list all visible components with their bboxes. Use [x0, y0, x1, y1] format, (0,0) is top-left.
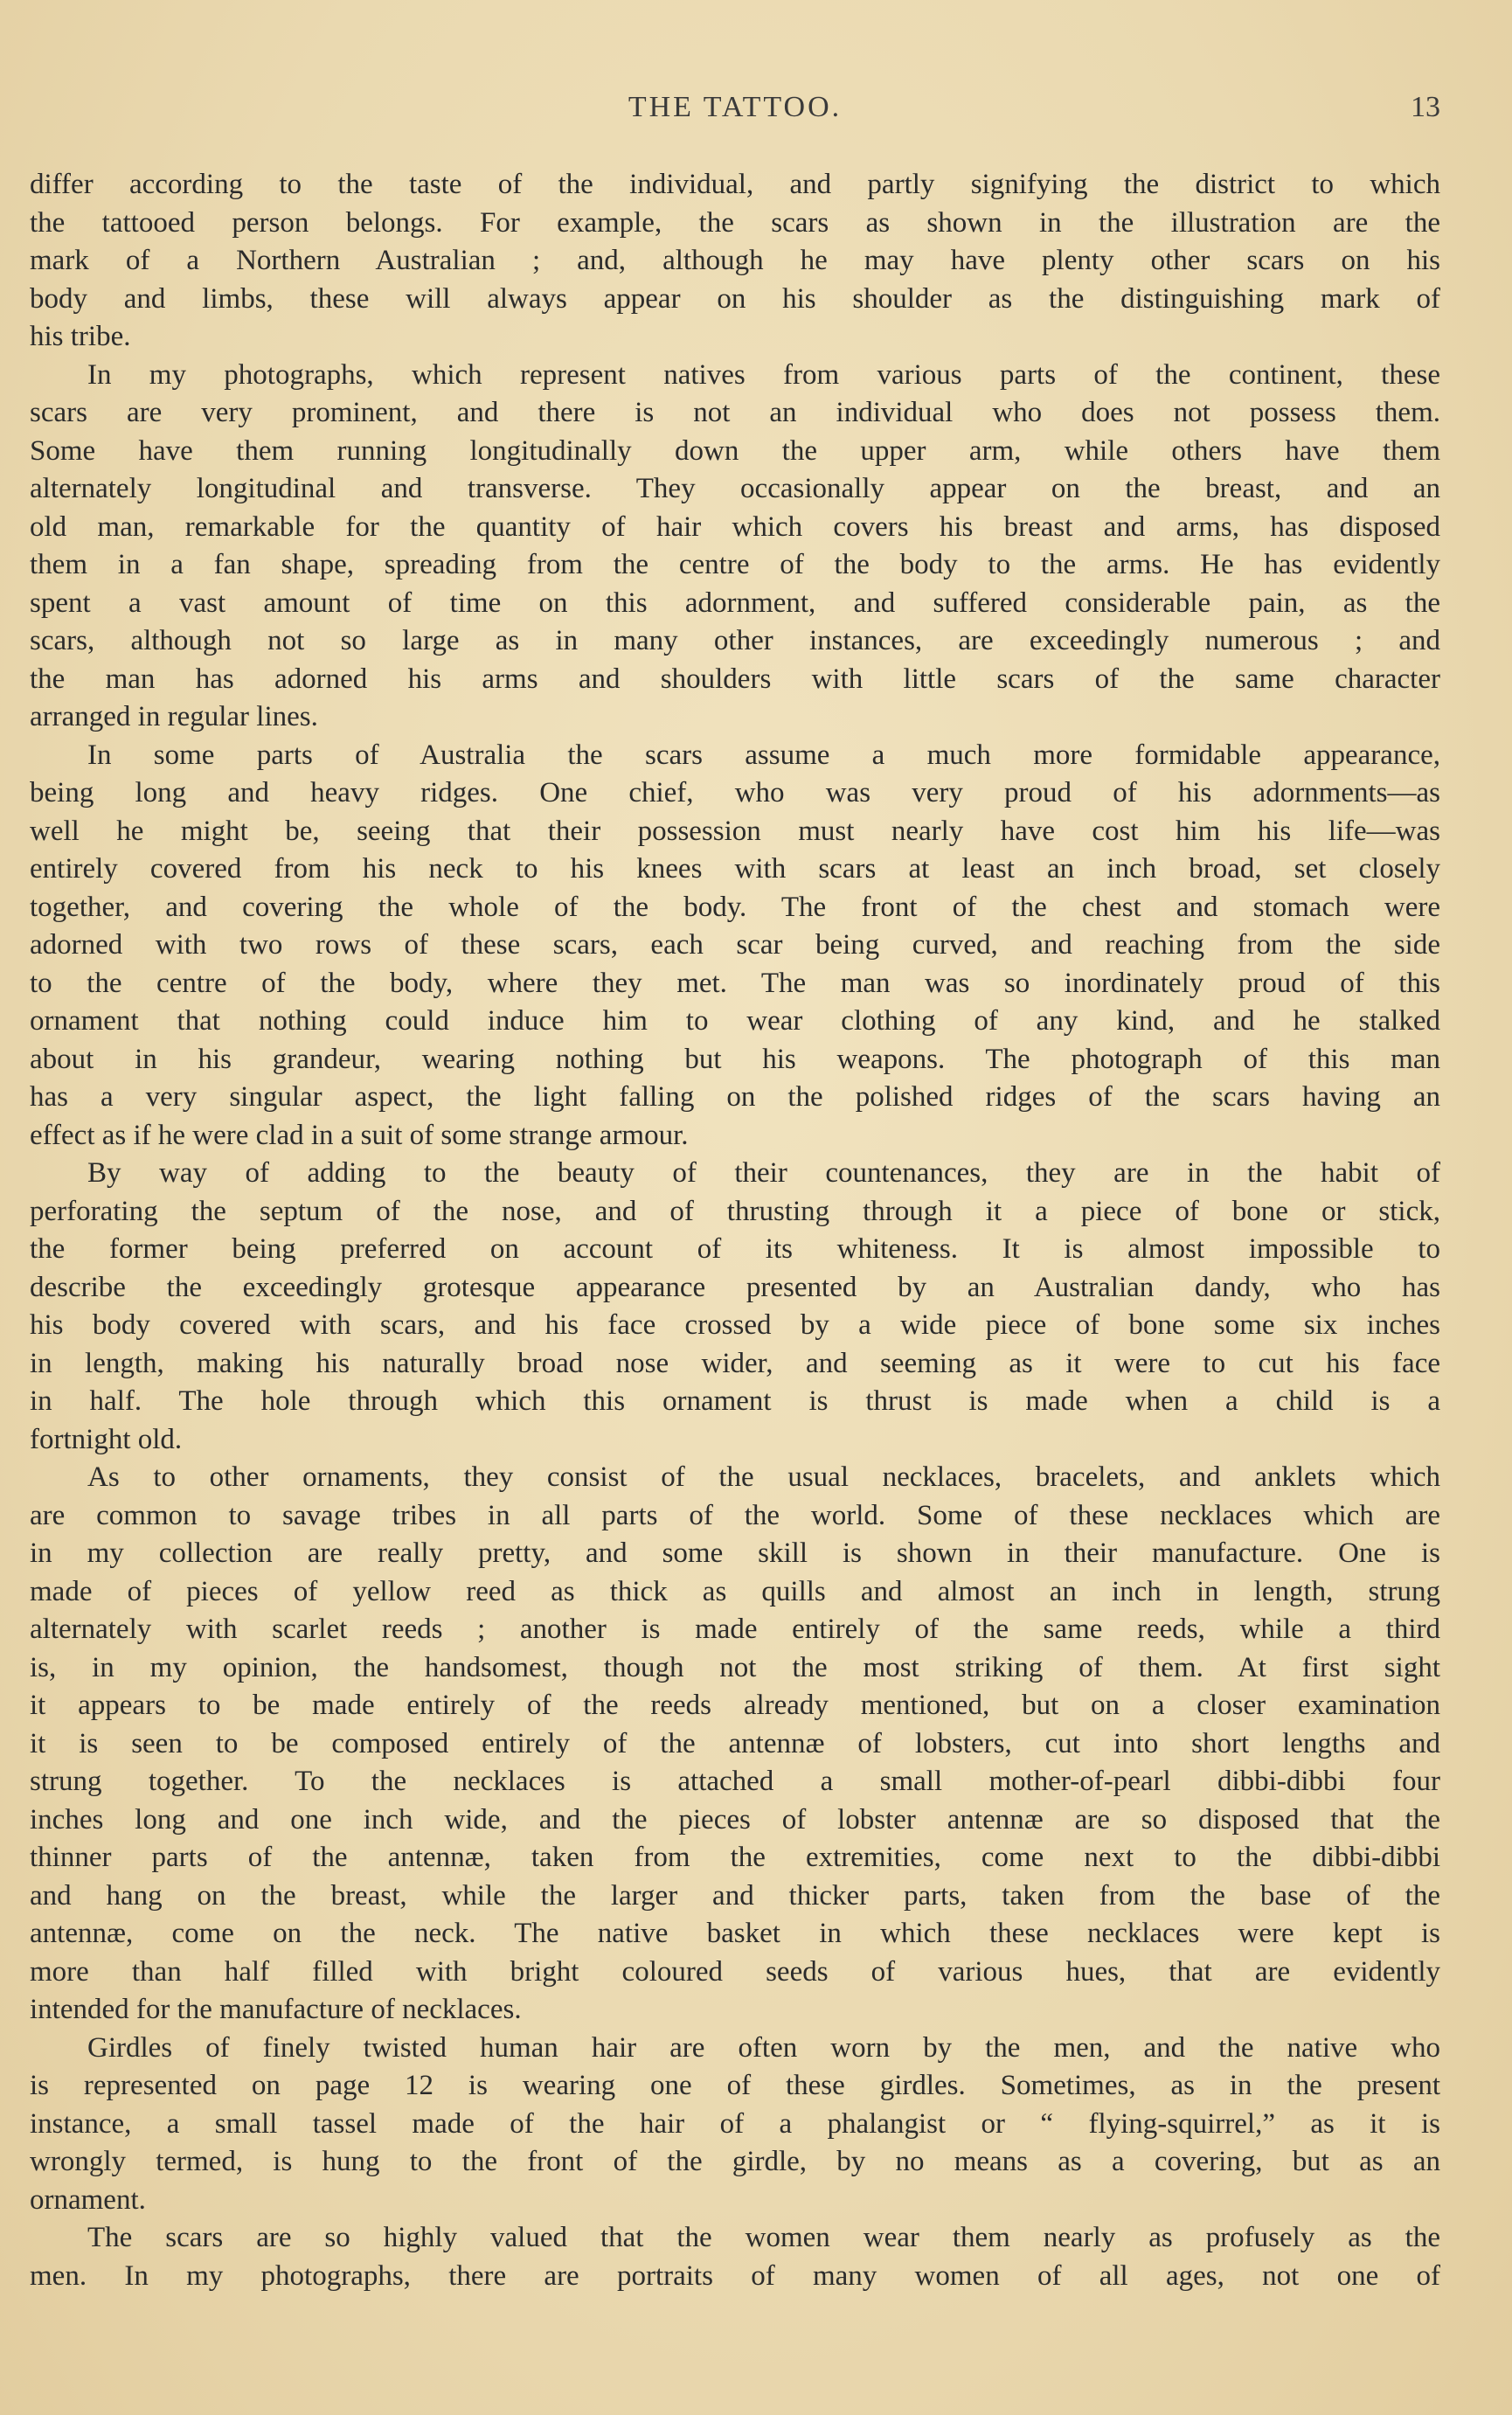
- text-line: together, and covering the whole of the body. The front of the chest and stomach were: [30, 891, 1440, 923]
- text-line: his body covered with scars, and his face crossed by a wide piece of bone some six inches: [30, 1309, 1440, 1341]
- text-line: has a very singular aspect, the light falling on the polished ridges of the scars having an: [30, 1081, 1440, 1113]
- text-line: are common to savage tribes in all parts of the world. Some of these necklaces which are: [30, 1499, 1440, 1531]
- text-line: alternately with scarlet reeds ; another is made entirely of the same reeds, while a third: [30, 1613, 1440, 1645]
- text-line: effect as if he were clad in a suit of some strange armour.: [30, 1119, 689, 1151]
- body-text: [30, 166, 1440, 2295]
- text-line: antennæ, come on the neck. The native basket in which these necklaces were kept is: [30, 1918, 1440, 1949]
- text-line: the tattooed person belongs. For example, the scars as shown in the illustration are the: [30, 206, 1440, 239]
- text-line: the former being preferred on account of its whiteness. It is almost impossible to: [30, 1233, 1440, 1265]
- text-line: spent a vast amount of time on this adornment, and suffered considerable pain, as the: [30, 586, 1440, 619]
- text-line: arranged in regular lines.: [30, 701, 318, 732]
- text-line: body and limbs, these will always appear on his shoulder as the distinguishing mark of: [30, 282, 1440, 315]
- text-line: about in his grandeur, wearing nothing but his weapons. The photograph of this man: [30, 1043, 1440, 1075]
- running-title: THE TATTOO.: [628, 91, 843, 123]
- text-line: scars are very prominent, and there is not an individual who does not possess them.: [30, 397, 1440, 428]
- text-line: In my photographs, which represent natives from various parts of the continent, these: [87, 358, 1440, 391]
- text-line: old man, remarkable for the quantity of hair which covers his breast and arms, has disposed: [30, 510, 1440, 543]
- text-line: the man has adorned his arms and shoulders with little scars of the same character: [30, 663, 1440, 695]
- running-head: [30, 91, 1440, 135]
- text-line: more than half filled with bright coloured seeds of various hues, that are evidently: [30, 1955, 1440, 1988]
- text-line: to the centre of the body, where they met. The man was so inordinately proud of this: [30, 967, 1440, 999]
- text-line: well he might be, seeing that their possession must nearly have cost him his life—was: [30, 815, 1440, 847]
- text-line: it appears to be made entirely of the reeds already mentioned, but on a closer examination: [30, 1690, 1440, 1721]
- text-line: perforating the septum of the nose, and of thrusting through it a piece of bone or stick,: [30, 1195, 1440, 1227]
- text-line: adorned with two rows of these scars, each scar being curved, and reaching from the side: [30, 929, 1440, 961]
- text-line: scars, although not so large as in many other instances, are exceedingly numerous ; and: [30, 625, 1440, 656]
- text-line: men. In my photographs, there are portraits of many women of all ages, not one of: [30, 2259, 1440, 2292]
- text-line: inches long and one inch wide, and the pieces of lobster antennæ are so disposed that the: [30, 1803, 1440, 1836]
- text-line: them in a fan shape, spreading from the centre of the body to the arms. He has evidently: [30, 549, 1440, 580]
- text-line: in length, making his naturally broad nose wider, and seeming as it were to cut his face: [30, 1347, 1440, 1379]
- text-line: instance, a small tassel made of the hair of a phalangist or “ flying-squirrel,” as it is: [30, 2107, 1440, 2140]
- text-line: his tribe.: [30, 321, 131, 352]
- text-line: intended for the manufacture of necklaces.: [30, 1994, 522, 2025]
- text-line: it is seen to be composed entirely of the antennæ of lobsters, cut into short lengths and: [30, 1727, 1440, 1759]
- text-line: differ according to the taste of the individual, and partly signifying the district to which: [30, 169, 1440, 200]
- text-line: The scars are so highly valued that the women wear them nearly as profusely as the: [87, 2222, 1440, 2253]
- text-line: wrongly termed, is hung to the front of the girdle, by no means as a covering, but as an: [30, 2146, 1440, 2177]
- text-line: made of pieces of yellow reed as thick as quills and almost an inch in length, strung: [30, 1575, 1440, 1607]
- text-line: In some parts of Australia the scars assume a much more formidable appearance,: [87, 739, 1440, 771]
- text-line: in my collection are really pretty, and some skill is shown in their manufacture. One is: [30, 1537, 1440, 1569]
- text-line: entirely covered from his neck to his knees with scars at least an inch broad, set closely: [30, 853, 1440, 885]
- text-line: As to other ornaments, they consist of the usual necklaces, bracelets, and anklets which: [87, 1461, 1440, 1493]
- text-line: Girdles of finely twisted human hair are often worn by the men, and the native who: [87, 2031, 1440, 2064]
- text-line: is, in my opinion, the handsomest, though not the most striking of them. At first sight: [30, 1651, 1440, 1683]
- text-line: strung together. To the necklaces is attached a small mother-of-pearl dibbi-dibbi four: [30, 1766, 1440, 1797]
- text-line: Some have them running longitudinally down the upper arm, while others have them: [30, 434, 1440, 467]
- text-line: is represented on page 12 is wearing one of these girdles. Sometimes, as in the present: [30, 2070, 1440, 2101]
- text-line: describe the exceedingly grotesque appearance presented by an Australian dandy, who has: [30, 1271, 1440, 1303]
- text-line: fortnight old.: [30, 1423, 183, 1455]
- text-line: alternately longitudinal and transverse. They occasionally appear on the breast, and an: [30, 473, 1440, 504]
- text-line: being long and heavy ridges. One chief, who was very proud of his adornments—as: [30, 777, 1440, 808]
- text-line: ornament that nothing could induce him to wear clothing of any kind, and he stalked: [30, 1005, 1440, 1037]
- text-line: mark of a Northern Australian ; and, although he may have plenty other scars on his: [30, 245, 1440, 276]
- text-line: thinner parts of the antennæ, taken from the extremities, come next to the dibbi-dibbi: [30, 1842, 1440, 1873]
- text-line: in half. The hole through which this ornament is thrust is made when a child is a: [30, 1385, 1440, 1417]
- text-line: ornament.: [30, 2183, 146, 2216]
- text-line: and hang on the breast, while the larger and thicker parts, taken from the base of the: [30, 1879, 1440, 1912]
- page-number: 13: [1411, 91, 1440, 123]
- text-line: By way of adding to the beauty of their countenances, they are in the habit of: [87, 1157, 1440, 1189]
